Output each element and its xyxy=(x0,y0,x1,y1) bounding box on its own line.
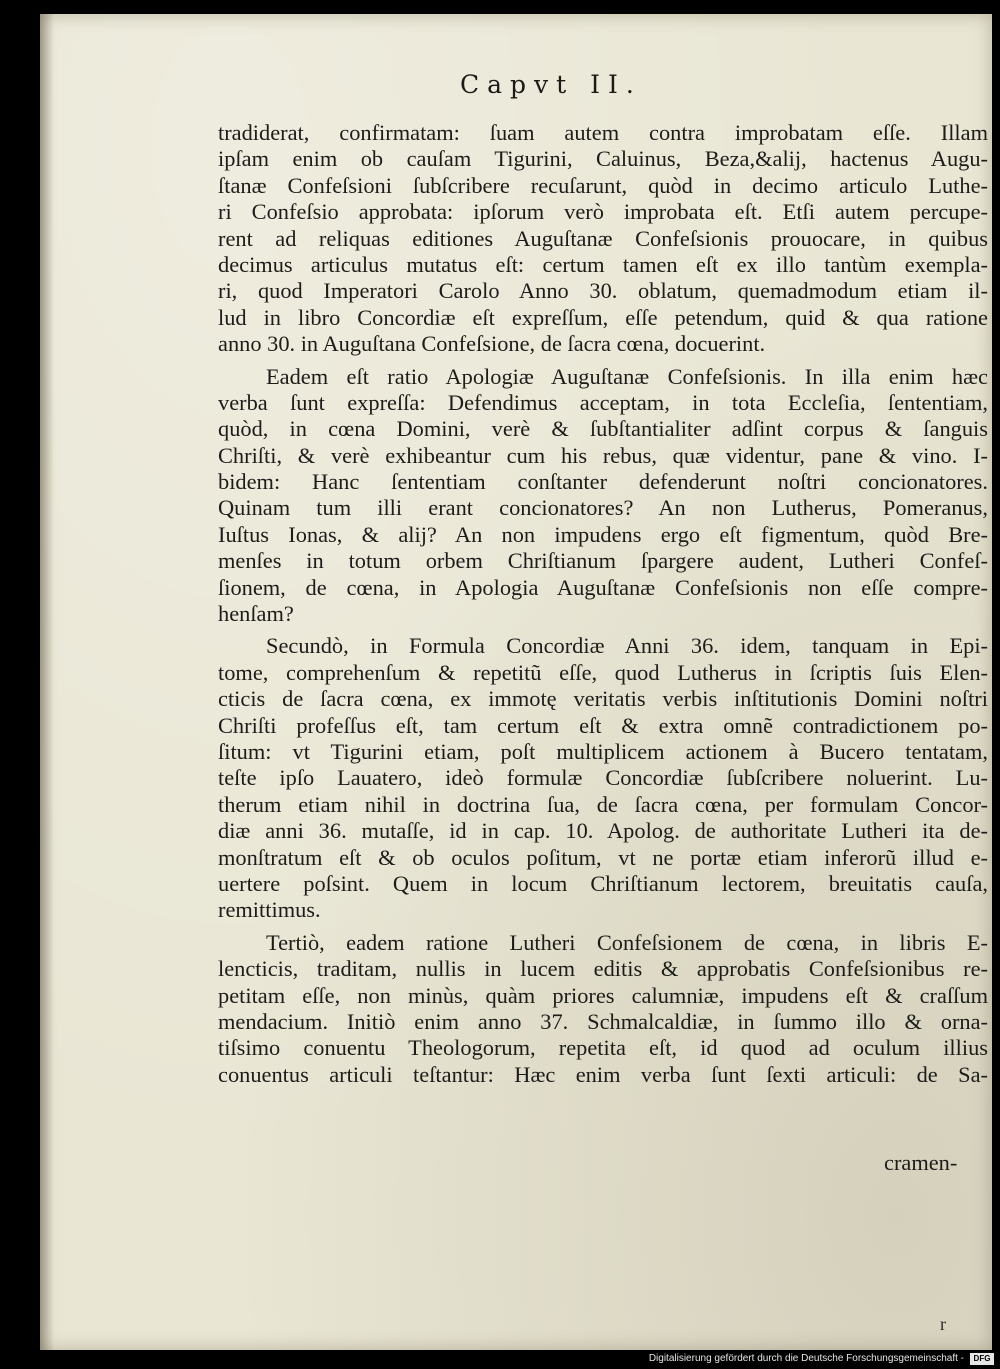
text-line: lud in libro Concordiæ eſt expreſſum, eſſe petendum, quid & qua ratione xyxy=(218,304,988,330)
text-line: rent ad reliquas editiones Auguſtanæ Confeſsionis prouocare, in quibus xyxy=(218,225,988,251)
text-line: Tertiò, eadem ratione Lutheri Confeſsionem de cœna, in libris E- xyxy=(266,929,988,955)
text-line: ſitum: vt Tigurini etiam, poſt multiplicem actionem à Bucero tentatam, xyxy=(218,738,988,764)
running-head: Capvt II. xyxy=(460,70,642,99)
text-line: diæ anni 36. mutaſſe, id in cap. 10. Apolog. de authoritate Lutheri ita de- xyxy=(218,818,988,844)
text-line: ri, quod Imperatori Carolo Anno 30. oblatum, quemadmodum etiam il- xyxy=(218,278,988,304)
text-line: Chriſti profeſſus eſt, tam certum eſt & extra omnẽ contradictionem po- xyxy=(218,712,988,738)
book-page xyxy=(40,14,992,1350)
catchword: cramen- xyxy=(884,1150,958,1175)
text-line: tome, comprehenſum & repetitũ eſſe, quod Lutherus in ſcriptis ſuis Elen- xyxy=(218,659,988,685)
text-line: Eadem eſt ratio Apologiæ Auguſtanæ Confeſsionis. In illa enim hæc xyxy=(266,363,988,389)
text-line: henſam? xyxy=(218,601,294,627)
text-line: uertere poſsint. Quem in locum Chriſtianum lectorem, breuitatis cauſa, xyxy=(218,870,988,896)
corner-mark: r xyxy=(940,1314,946,1334)
text-line: quòd, in cœna Domini, verè & ſubſtantialiter adſint corpus & ſanguis xyxy=(218,416,988,442)
text-line: ipſam enim ob cauſam Tigurini, Caluinus, Beza,&alij, hactenus Augu- xyxy=(218,146,988,172)
text-line: petitam eſſe, non minùs, quàm priores calumniæ, impudens eſt & craſſum xyxy=(218,982,988,1008)
text-line: menſes in totum orbem Chriſtianum ſpargere audent, Lutheri Confeſ- xyxy=(218,548,988,574)
text-line: ſionem, de cœna, in Apologia Auguſtanæ Confeſsionis non eſſe compre- xyxy=(218,574,988,600)
text-line: anno 30. in Auguſtana Confeſsione, de ſacra cœna, docuerint. xyxy=(218,331,766,357)
text-line: tiſsimo conuentu Theologorum, repetita eſt, id quod ad oculum illius xyxy=(218,1035,988,1061)
text-line: teſte ipſo Lauatero, ideò formulæ Concordiæ ſubſcribere noluerint. Lu- xyxy=(218,765,988,791)
text-line: verba ſunt expreſſa: Defendimus acceptam, in tota Eccleſia, ſententiam, xyxy=(218,389,988,415)
body-text xyxy=(218,120,988,1088)
text-line: Chriſti, & verè exhibeantur cum his rebus, quæ videntur, pane & vino. I- xyxy=(218,442,988,468)
text-line: mendacium. Initiò enim anno 37. Schmalcaldiæ, in ſummo illo & orna- xyxy=(218,1008,988,1034)
text-line: ſtanæ Confeſsioni ſubſcribere recuſarunt, quòd in decimo articulo Luthe- xyxy=(218,172,988,198)
text-line: Secundò, in Formula Concordiæ Anni 36. idem, tanquam in Epi- xyxy=(266,633,988,659)
text-line: cticis de ſacra cœna, ex immotę veritatis verbis inſtitutionis Domini noſtri xyxy=(218,686,988,712)
text-line: Quinam tum illi erant concionatores? An non Lutherus, Pomeranus, xyxy=(218,495,988,521)
footer-bar xyxy=(0,1350,1000,1369)
text-line: bidem: Hanc ſententiam conſtanter defenderunt noſtri concionatores. xyxy=(218,469,988,495)
text-line: decimus articulus mutatus eſt: certum tamen eſt ex illo tantùm exempla- xyxy=(218,251,988,277)
text-line: tradiderat, confirmatam: ſuam autem contra improbatam eſſe. Illam xyxy=(218,120,988,145)
page-gutter-shadow xyxy=(40,14,54,1350)
text-line: remittimus. xyxy=(218,897,321,923)
text-line: Iuſtus Ionas, & alij? An non impudens ergo eſt figmentum, quòd Bre- xyxy=(218,521,988,547)
footer-credit: Digitalisierung gefördert durch die Deutsche Forschungsgemeinschaft - xyxy=(648,1353,964,1364)
text-line: therum etiam nihil in doctrina ſua, de ſacra cœna, per formulam Concor- xyxy=(218,791,988,817)
text-line: monſtratum eſt & ob oculos poſitum, vt ne portæ etiam inferorũ illud e- xyxy=(218,844,988,870)
text-line: ri Confeſsio approbata: ipſorum verò improbata eſt. Etſi autem percupe- xyxy=(218,199,988,225)
dfg-logo: DFG xyxy=(970,1353,994,1365)
text-line: conuentus articuli teſtantur: Hæc enim verba ſunt ſexti articuli: de Sa- xyxy=(218,1061,988,1087)
text-line: lencticis, traditam, nullis in lucem editis & approbatis Confeſsionibus re- xyxy=(218,956,988,982)
